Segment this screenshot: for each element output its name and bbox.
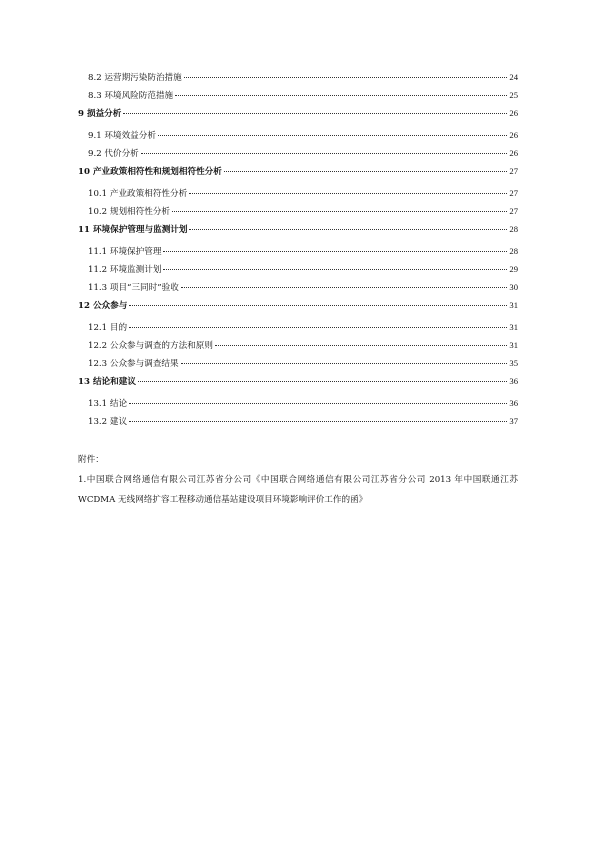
toc-entry-title: 10.2 规划相符性分析 (88, 207, 171, 217)
toc-page-number: 36 (509, 376, 518, 386)
toc-entry-title: 9.1 环境效益分析 (88, 131, 156, 141)
toc-entry-title: 8.2 运营期污染防治措施 (88, 73, 182, 83)
toc-dot-leader (129, 421, 507, 422)
attachment-item: 1.中国联合网络通信有限公司江苏省分公司《中国联合网络通信有限公司江苏省分公司 2013 年中国联通江苏 WCDMA 无线网络扩容工程移动通信基站建设项目环境影响评价工作的函》 (78, 475, 518, 505)
toc-entry-title: 12.1 目的 (88, 323, 128, 333)
toc-dot-leader (163, 251, 507, 252)
toc-section-entry[interactable] (78, 246, 518, 264)
toc-entry-title: 11.2 环境监测计划 (88, 265, 162, 275)
toc-section-entry[interactable] (78, 358, 518, 376)
toc-dot-leader (129, 403, 507, 404)
toc-entry-title: 11 环境保护管理与监测计划 (78, 225, 188, 235)
toc-dot-leader (163, 269, 507, 270)
toc-chapter-entry[interactable] (78, 376, 518, 398)
toc-chapter-entry[interactable] (78, 108, 518, 130)
toc-dot-leader (138, 381, 507, 382)
toc-dot-leader (141, 153, 508, 154)
toc-page-number: 37 (509, 416, 518, 426)
toc-entry-title: 9 损益分析 (78, 109, 122, 119)
toc-chapter-entry[interactable] (78, 224, 518, 246)
toc-entry-title: 10 产业政策相符性和规划相符性分析 (78, 167, 222, 177)
toc-entry-title: 12.3 公众参与调查结果 (88, 359, 179, 369)
toc-dot-leader (129, 327, 507, 328)
toc-section-entry[interactable] (78, 398, 518, 416)
toc-section-entry[interactable] (78, 282, 518, 300)
toc-page-number: 29 (509, 264, 518, 274)
toc-page-number: 26 (509, 130, 518, 140)
attachments-label: 附件： (78, 455, 104, 465)
toc-entry-title: 11.3 项目“三同时”验收 (88, 283, 179, 293)
toc-dot-leader (175, 95, 507, 96)
toc-section-entry[interactable] (78, 322, 518, 340)
toc-page-number: 24 (509, 72, 518, 82)
toc-section-entry[interactable] (78, 340, 518, 358)
toc-page-number: 31 (509, 322, 518, 332)
toc-entry-title: 10.1 产业政策相符性分析 (88, 189, 188, 199)
toc-entry-title: 9.2 代价分析 (88, 149, 139, 159)
toc-chapter-entry[interactable] (78, 166, 518, 188)
toc-dot-leader (189, 229, 507, 230)
toc-page-number: 28 (509, 224, 518, 234)
toc-dot-leader (123, 113, 507, 114)
toc-section-entry[interactable] (78, 148, 518, 166)
table-of-contents (78, 72, 518, 434)
toc-entry-title: 11.1 环境保护管理 (88, 247, 162, 257)
toc-dot-leader (129, 305, 507, 306)
toc-page-number: 27 (509, 188, 518, 198)
toc-entry-title: 8.3 环境风险防范措施 (88, 91, 174, 101)
toc-page-number: 27 (509, 166, 518, 176)
toc-page-number: 31 (509, 340, 518, 350)
toc-section-entry[interactable] (78, 90, 518, 108)
toc-dot-leader (189, 193, 507, 194)
toc-page-number: 25 (509, 90, 518, 100)
toc-section-entry[interactable] (78, 264, 518, 282)
toc-page-number: 30 (509, 282, 518, 292)
toc-dot-leader (224, 171, 508, 172)
toc-page-number: 35 (509, 358, 518, 368)
toc-entry-title: 13.1 结论 (88, 399, 128, 409)
toc-entry-title: 12 公众参与 (78, 301, 128, 311)
toc-dot-leader (184, 77, 508, 78)
toc-section-entry[interactable] (78, 72, 518, 90)
toc-page-number: 26 (509, 148, 518, 158)
toc-page-number: 27 (509, 206, 518, 216)
toc-dot-leader (158, 135, 507, 136)
toc-dot-leader (215, 345, 507, 346)
toc-page-number: 31 (509, 300, 518, 310)
toc-section-entry[interactable] (78, 130, 518, 148)
toc-dot-leader (181, 287, 508, 288)
toc-dot-leader (181, 363, 508, 364)
toc-dot-leader (172, 211, 507, 212)
toc-section-entry[interactable] (78, 416, 518, 434)
toc-page-number: 36 (509, 398, 518, 408)
attachments-section (78, 450, 518, 510)
toc-page-number: 26 (509, 108, 518, 118)
toc-section-entry[interactable] (78, 188, 518, 206)
toc-entry-title: 12.2 公众参与调查的方法和原则 (88, 341, 213, 351)
toc-chapter-entry[interactable] (78, 300, 518, 322)
toc-section-entry[interactable] (78, 206, 518, 224)
toc-entry-title: 13.2 建议 (88, 417, 128, 427)
toc-page-number: 28 (509, 246, 518, 256)
toc-entry-title: 13 结论和建议 (78, 377, 136, 387)
